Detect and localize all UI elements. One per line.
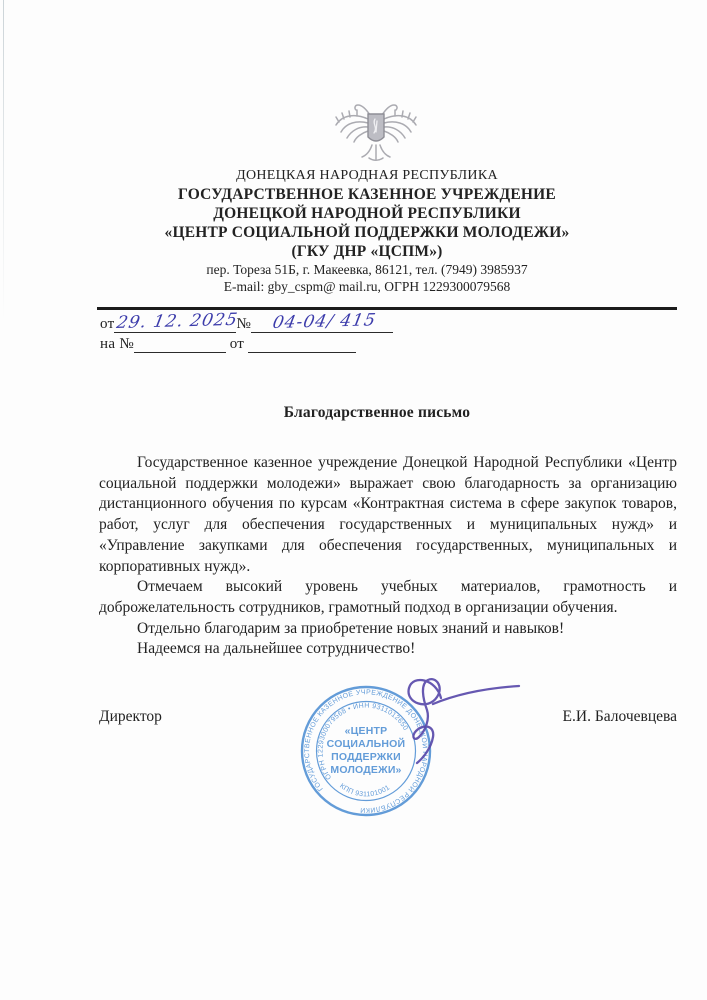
letterhead-org-abbr: (ГКУ ДНР «ЦСПМ»): [291, 243, 443, 260]
body-paragraph: Отдельно благодарим за приобретение новых знаний и навыков!: [137, 619, 565, 637]
signer-position: Директор: [99, 708, 162, 725]
signer-name: Е.И. Балочевцева: [562, 708, 677, 725]
letterhead-divider-rule: [97, 307, 677, 310]
stamp-center-line1: «ЦЕНТР: [344, 725, 388, 737]
body-paragraph: Отмечаем высокий уровень учебных материалов, грамотность и доброжелательность сотрудников, грамотный подход в организации обучения.: [99, 578, 677, 616]
reply-date-field: [248, 333, 356, 353]
number-label: №: [236, 316, 252, 332]
signature-icon: [383, 666, 543, 774]
stamp-outer-ring-text: ГОСУДАРСТВЕННОЕ КАЗЕННОЕ УЧРЕЖДЕНИЕ ДОНЕЦКОЙ НАРОДНОЙ РЕСПУБЛИКИ: [303, 689, 429, 814]
double-headed-eagle-icon: [331, 92, 421, 166]
stamp-center-line3: ПОДДЕРЖКИ: [331, 751, 401, 763]
letterhead-org-line2: ДОНЕЦКОЙ НАРОДНОЙ РЕСПУБЛИКИ: [213, 205, 521, 222]
director-signature: [383, 666, 543, 774]
handwritten-number: 04-04/ 415: [270, 310, 378, 333]
scan-edge-artifact: [3, 0, 4, 320]
body-paragraph: Надеемся на дальнейшее сотрудничество!: [137, 640, 416, 658]
letterhead-address: пер. Тореза 51Б, г. Макеевка, 86121, тел. (7949) 3985937: [206, 262, 528, 277]
stamp-center-line4: МОЛОДЕЖИ»: [330, 764, 402, 776]
stamp-kpp-text: КПП 931101001: [338, 782, 392, 799]
letterhead-contact: E-mail: gby_cspm@ mail.ru, ОГРН 1229300079568: [223, 279, 511, 294]
letterhead: [97, 166, 637, 295]
reply-number-label: на №: [100, 336, 134, 352]
handwritten-date: 29. 12. 2025: [115, 309, 240, 333]
reply-ref-row: [100, 333, 520, 353]
number-field: [251, 310, 393, 333]
letterhead-country: ДОНЕЦКАЯ НАРОДНАЯ РЕСПУБЛИКА: [236, 168, 498, 183]
outgoing-ref-row: [100, 309, 520, 333]
body-paragraph: Государственное казенное учреждение Донецкой Народной Республики «Центр социальной поддержки молодежи» выражает свою благодарность за организацию дистанционного обучения по курсам «Контрактная система в сфере закупок товаров, работ, услуг для обеспечения государственных и муниципальных нужд» и «Управление закупками для обеспечения государственных, муниципальных и корпоративных нужд».: [99, 454, 677, 575]
date-field: [114, 309, 240, 333]
reply-number-field: [134, 333, 226, 353]
stamp-inner-ring-text: ОГРН 1229300079568 • ИНН 9311012650: [317, 702, 409, 781]
letterhead-org-line1: ГОСУДАРСТВЕННОЕ КАЗЕННОЕ УЧРЕЖДЕНИЕ: [178, 186, 556, 203]
from-label: от: [100, 316, 115, 332]
letterhead-org-line3: «ЦЕНТР СОЦИАЛЬНОЙ ПОДДЕРЖКИ МОЛОДЕЖИ»: [164, 224, 570, 241]
dpr-coat-of-arms-emblem: [331, 92, 421, 166]
stamp-center-line2: СОЦИАЛЬНОЙ: [326, 738, 406, 750]
document-title: Благодарственное письмо: [283, 404, 471, 421]
reference-block: [100, 309, 520, 353]
letter-body: [99, 453, 677, 660]
reply-from-label: от: [229, 336, 245, 352]
